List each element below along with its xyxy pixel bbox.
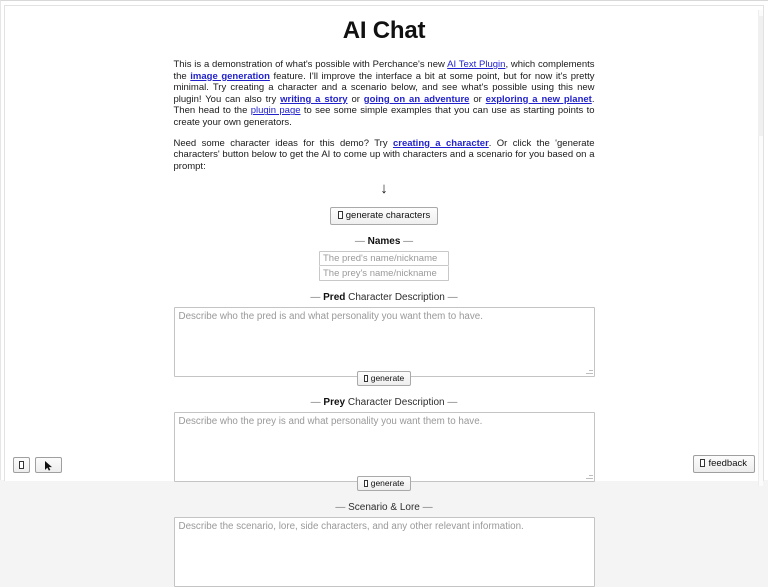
intro2-text-1: Need some character ideas for this demo? Try <box>173 137 393 149</box>
pred-dash-left: — <box>310 292 324 304</box>
link-image-generation[interactable]: image generation <box>190 70 270 82</box>
name-fields-group <box>319 251 449 281</box>
scenario-dash-right: — <box>419 502 433 514</box>
prey-generate-row <box>174 475 595 491</box>
pred-generate-label: generate <box>370 373 405 384</box>
scenario-section-heading <box>174 502 595 513</box>
intro-text-6: . Then head to the <box>173 93 595 117</box>
names-dash-left: — <box>354 236 368 248</box>
intro-paragraph-1 <box>174 59 595 129</box>
speech-bubble-icon <box>700 459 705 467</box>
prey-generate-button[interactable] <box>357 476 412 491</box>
link-creating-a-character[interactable]: creating a character <box>392 137 489 149</box>
prey-heading-rest: Character Description <box>345 397 445 409</box>
panel-toggle-icon <box>19 461 24 469</box>
pred-generate-button[interactable] <box>357 371 412 386</box>
scenario-heading-text: Scenario & Lore <box>348 502 420 514</box>
intro-text-4: or <box>347 93 364 105</box>
prey-dash-left: — <box>310 397 324 409</box>
intro2-text-2: . Or click the 'generate characters' button below to get the AI to come up with characters and a scenario for you based on a prompt: <box>173 137 595 172</box>
cursor-mode-button[interactable] <box>35 457 62 473</box>
pred-name-input[interactable] <box>319 251 449 266</box>
link-ai-text-plugin[interactable]: AI Text Plugin <box>447 59 506 70</box>
bottom-right-controls <box>693 455 755 473</box>
link-writing-a-story[interactable]: writing a story <box>280 93 348 105</box>
page-title: AI Chat <box>342 17 426 44</box>
prey-name-input[interactable] <box>319 266 449 281</box>
pred-description-textarea[interactable] <box>174 307 595 377</box>
page-scrollbar-thumb[interactable] <box>758 16 763 136</box>
prey-dash-right: — <box>444 397 458 409</box>
panel-toggle-button[interactable] <box>13 457 30 473</box>
intro-text-1: This is a demonstration of what's possible with Perchance's new <box>173 59 448 70</box>
intro-text-5: or <box>469 93 486 105</box>
prey-section-heading <box>174 397 595 408</box>
page-frame <box>4 5 764 514</box>
down-arrow-icon: ↓ <box>380 180 388 198</box>
names-section-heading <box>174 236 595 247</box>
pred-heading-strong: Pred <box>323 292 346 304</box>
sparkles-icon <box>338 211 343 219</box>
bottom-left-controls <box>13 457 62 473</box>
intro-text-2: , which complements the <box>173 59 595 82</box>
link-going-on-an-adventure[interactable]: going on an adventure <box>363 93 470 105</box>
sparkles-icon <box>364 480 368 487</box>
page-content <box>174 6 595 587</box>
prey-generate-label: generate <box>370 478 405 489</box>
prey-description-wrap <box>174 412 595 482</box>
link-plugin-page[interactable]: plugin page <box>250 105 301 117</box>
prey-heading-strong: Prey <box>323 397 346 409</box>
intro-paragraph-2 <box>174 138 595 173</box>
pred-dash-right: — <box>444 292 458 304</box>
names-heading-text: Names <box>367 236 401 248</box>
scenario-description-wrap <box>174 517 595 587</box>
feedback-button[interactable] <box>693 455 755 473</box>
generate-characters-row <box>174 207 595 225</box>
generate-characters-label: generate characters <box>345 210 431 222</box>
pred-section-heading <box>174 292 595 303</box>
names-dash-right: — <box>400 236 414 248</box>
pred-description-wrap <box>174 307 595 377</box>
cursor-pointer-icon <box>43 460 54 471</box>
prey-description-textarea[interactable] <box>174 412 595 482</box>
sparkles-icon <box>364 375 368 382</box>
intro-text-7: to see some simple examples that you can use as starting points to create your own generators. <box>173 105 595 128</box>
scenario-dash-left: — <box>335 502 349 514</box>
scenario-description-textarea[interactable] <box>174 517 595 587</box>
link-exploring-a-new-planet[interactable]: exploring a new planet <box>485 93 592 105</box>
generate-characters-button[interactable] <box>330 207 439 225</box>
page-scrollbar-track[interactable] <box>758 10 763 486</box>
feedback-label: feedback <box>708 458 747 469</box>
pred-generate-row <box>174 370 595 386</box>
pred-heading-rest: Character Description <box>345 292 445 304</box>
intro-text-3: feature. I'll improve the interface a bit at some point, but for now it's pretty minimal. Try creating a character and a scenario below, and see what's possible using this new plugin! You can also try <box>173 70 595 105</box>
